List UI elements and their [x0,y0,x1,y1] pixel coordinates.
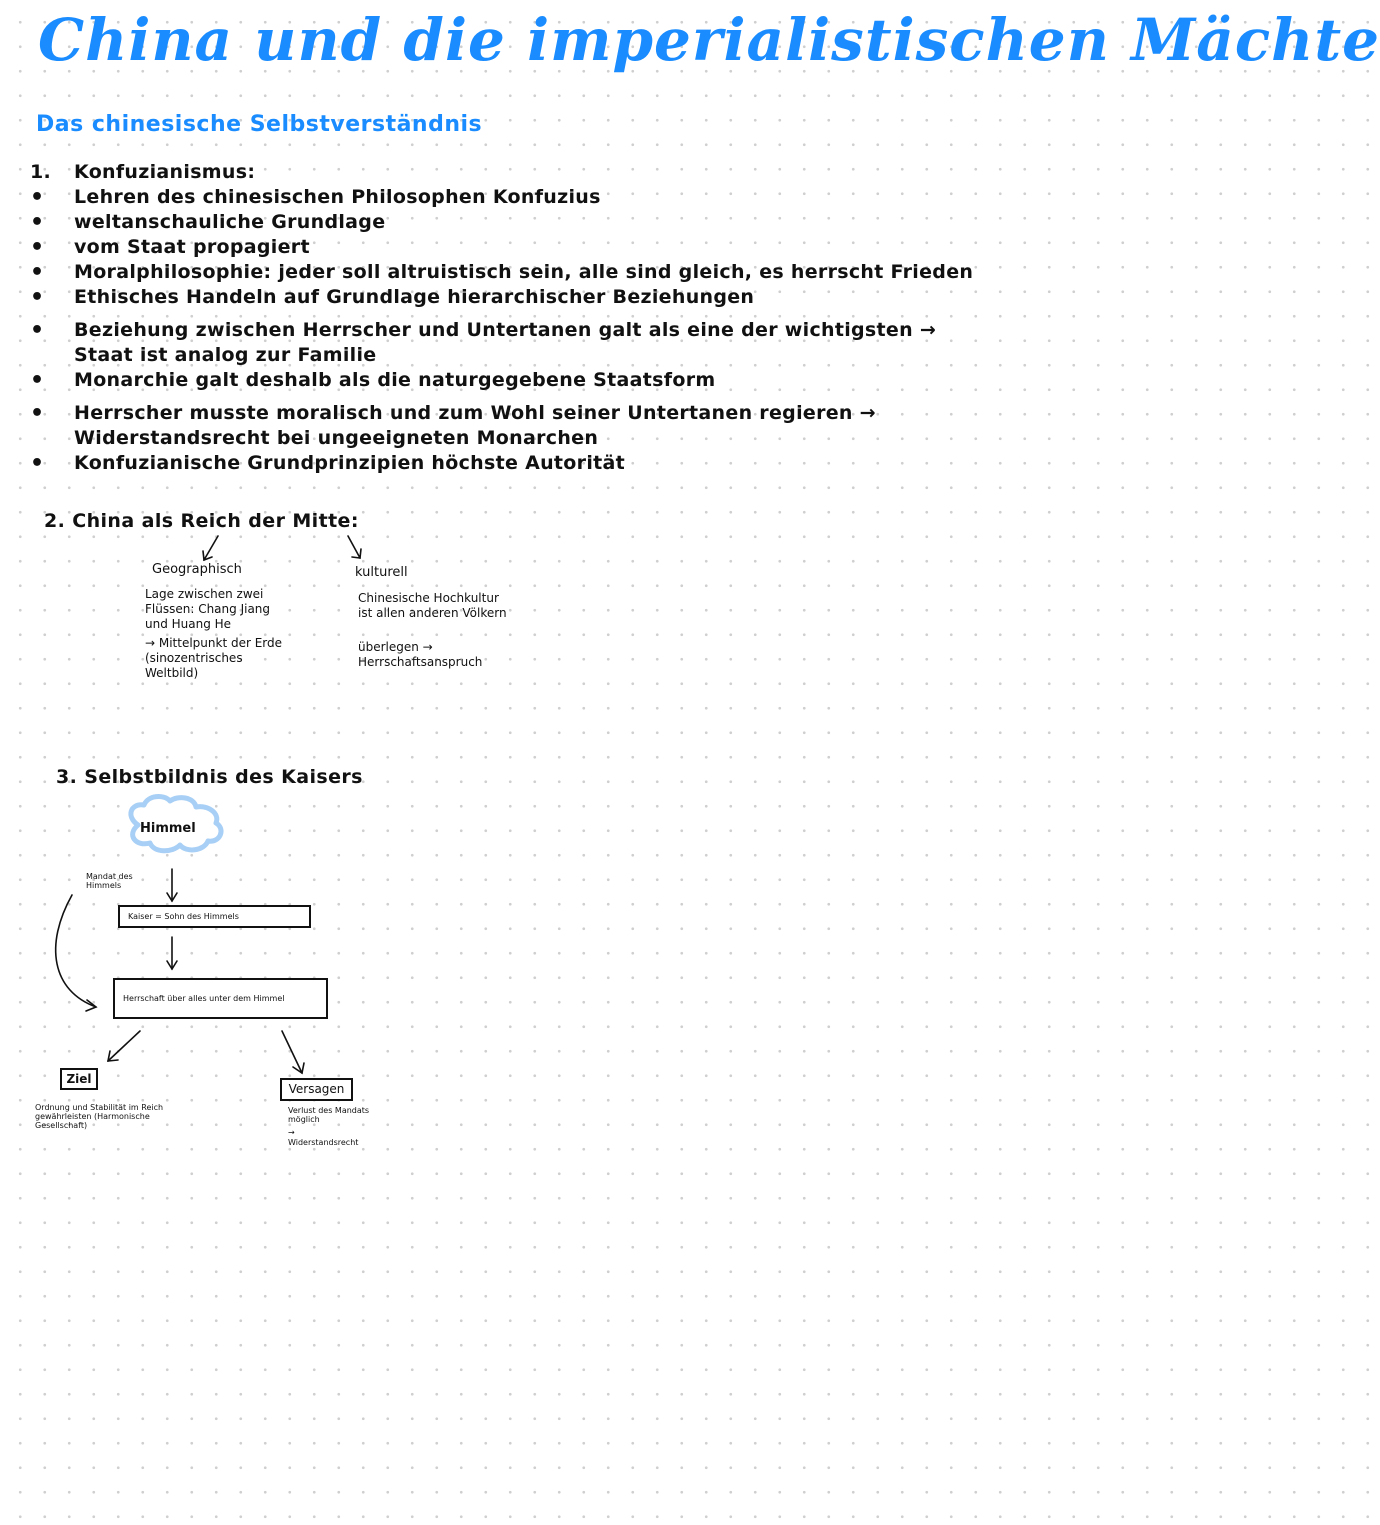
bullet-icon: • [30,318,45,343]
page-title: China und die imperialistischen Mächte [38,6,1380,74]
versagen-box: Versagen [280,1078,353,1101]
herrschaft-box [113,978,328,1019]
curved-arrow-icon [56,895,96,1011]
list-item: • Konfuzianische Grundprinzipien höchste Autorität [30,451,626,476]
arrow-down-icon [167,869,177,901]
kulturell-text-2: überlegen → Herrschaftsanspruch [358,640,483,669]
kaiser-diagram [30,795,370,1095]
kaiser-box [118,905,311,928]
bullet-icon: • [30,401,45,426]
arrow-down-right-icon [348,536,361,558]
bullet-icon: • [30,260,45,285]
arrow-right-icon: → [288,1128,295,1137]
arrow-down-icon [167,937,177,969]
section-number: 1. [30,161,52,183]
section2-arrows [190,532,380,566]
arrow-down-left-icon [108,1031,140,1061]
bullet-icon: • [30,210,45,235]
list-item-continuation: Staat ist analog zur Familie [74,344,377,366]
kulturell-label: kulturell [355,565,408,580]
list-item: • Beziehung zwischen Herrscher und Untertanen galt als eine der wichtigsten → [30,318,937,343]
list-item: • vom Staat propagiert [30,235,310,260]
section3-heading: 3. Selbstbildnis des Kaisers [56,766,363,788]
section-subtitle: Das chinesische Selbstverständnis [36,112,483,137]
list-item: • Ethisches Handeln auf Grundlage hierarchischer Beziehungen [30,285,755,310]
arrow-down-right-icon [282,1031,304,1073]
section-heading: Konfuzianismus: [74,161,256,183]
section2-heading: 2. China als Reich der Mitte: [44,510,359,532]
bullet-icon: • [30,285,45,310]
konfuzianismus-section [30,160,1040,476]
himmel-label: Himmel [140,821,196,836]
bullet-icon: • [30,235,45,260]
versagen-text: Verlust des Mandats möglich [288,1106,370,1124]
list-item: • Monarchie galt deshalb als die naturgegebene Staatsform [30,368,716,393]
ziel-text: Ordnung und Stabilität im Reich gewährleisten (Harmonische Gesellschaft) [35,1103,164,1130]
kaiser-label: Kaiser = Sohn des Himmels [128,912,239,921]
versagen-text-2: Widerstandsrecht [288,1138,359,1147]
geographisch-label: Geographisch [152,562,242,577]
list-item-continuation: Widerstandsrecht bei ungeeigneten Monarchen [74,427,599,449]
bullet-icon: • [30,185,45,210]
herrschaft-label: Herrschaft über alles unter dem Himmel [123,994,285,1003]
list-item: • Lehren des chinesischen Philosophen Konfuzius [30,185,601,210]
ziel-box: Ziel [60,1068,98,1090]
geographisch-text: Lage zwischen zwei Flüssen: Chang Jiang und Huang He [145,587,271,631]
geographisch-text-2: → Mittelpunkt der Erde (sinozentrisches Weltbild) [145,636,283,680]
list-item: • weltanschauliche Grundlage [30,210,386,235]
list-item: • Herrscher musste moralisch und zum Wohl seiner Untertanen regieren → [30,401,876,426]
arrow-down-left-icon [203,536,218,560]
section-heading-row [30,160,1040,185]
list-item: • Moralphilosophie: jeder soll altruistisch sein, alle sind gleich, es herrscht Frieden [30,260,974,285]
mandat-label: Mandat des Himmels [86,872,133,890]
kulturell-text: Chinesische Hochkultur ist allen anderen Völkern [358,591,507,620]
bullet-icon: • [30,368,45,393]
bullet-icon: • [30,451,45,476]
